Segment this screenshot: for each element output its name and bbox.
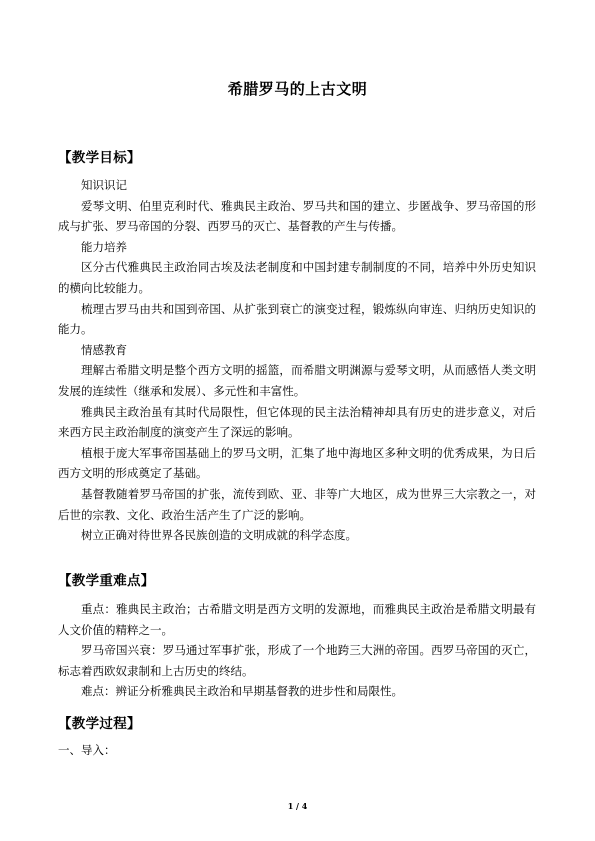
paragraph-ability-1: 区分古代雅典民主政治同古埃及法老制度和中国封建专制制度的不同，培养中外历史知识的横向比较能力。 [58,260,536,295]
page-number: 1 / 4 [287,801,308,811]
paragraph-emotion-3: 植根于庞大军事帝国基础上的罗马文明，汇集了地中海地区多种文明的优秀成果，为日后西方文明的形成奠定了基础。 [58,445,536,481]
paragraph-key-point: 重点：雅典民主政治；古希腊文明是西方文明的发源地，而雅典民主政治是希腊文明最有人文价值的精粹之一。 [58,602,536,637]
section-heading-process: 【教学过程】 [58,716,141,732]
objectives-body [58,175,536,546]
paragraph-emotion-2: 雅典民主政治虽有其时代局限性，但它体现的民主法治精神却具有历史的进步意义，对后来西方民主政治制度的演变产生了深远的影响。 [58,404,536,440]
key-points-body [58,599,536,702]
subheading-knowledge: 知识识记 [81,178,127,192]
page-title: 希腊罗马的上古文明 [227,80,368,98]
subheading-emotion: 情感教育 [81,342,127,357]
paragraph-knowledge: 爱琴文明、伯里克利时代、雅典民主政治、罗马共和国的建立、步匿战争、罗马帝国的形成与扩张、罗马帝国的分裂、西罗马的灭亡、基督教的产生与传播。 [58,198,536,234]
paragraph-ability-2: 梳理古罗马由共和国到帝国、从扩张到衰亡的演变过程，锻炼纵向审连、归纳历史知识的能力。 [58,301,536,337]
paragraph-emotion-5: 树立正确对待世界各民族创造的文明成就的科学态度。 [81,528,357,543]
paragraph-emotion-1: 理解古希腊文明是整个西方文明的摇篮，而希腊文明渊源与爱琴文明，从而感悟人类文明发展的连续性（继承和发展）、多元性和丰富性。 [58,363,536,398]
process-item-intro: 一、导入： [58,743,116,757]
paragraph-difficulty: 难点：辨证分析雅典民主政治和早期基督教的进步性和局限性。 [81,684,403,699]
section-heading-key-points: 【教学重难点】 [58,573,155,589]
subheading-ability: 能力培养 [81,239,127,254]
section-heading-objectives: 【教学目标】 [58,150,141,166]
paragraph-rome-rise-fall: 罗马帝国兴衰：罗马通过军事扩张，形成了一个地跨三大洲的帝国。西罗马帝国的灭亡，标志着西欧奴隶制和上古历史的终结。 [58,643,536,678]
paragraph-emotion-4: 基督教随着罗马帝国的扩张，流传到欧、亚、非等广大地区，成为世界三大宗教之一，对后世的宗教、文化、政治生活产生了广泛的影响。 [58,486,536,522]
